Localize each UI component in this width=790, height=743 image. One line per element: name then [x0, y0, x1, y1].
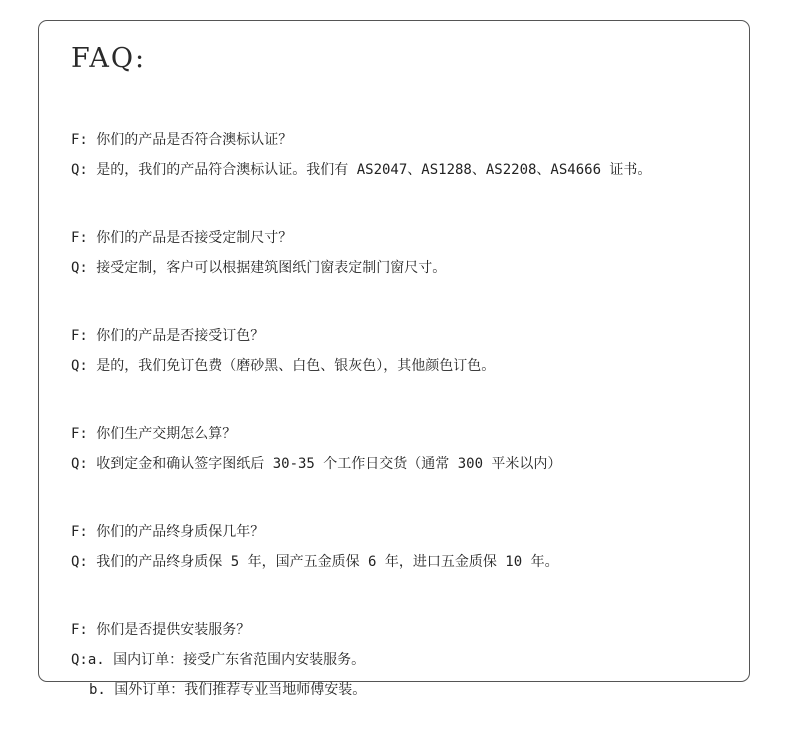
faq-answer: Q: 收到定金和确认签字图纸后 30-35 个工作日交货（通常 300 平米以内） — [71, 456, 562, 472]
faq-answer: Q: 是的，我们免订色费（磨砂黑、白色、银灰色），其他颜色订色。 — [71, 358, 496, 374]
faq-item-lead-time — [71, 419, 741, 479]
faq-item-installation — [71, 615, 741, 705]
faq-question: F: 你们的产品是否接受定制尺寸？ — [71, 230, 293, 246]
faq-question: F: 你们是否提供安装服务？ — [71, 622, 251, 638]
faq-question: F: 你们的产品是否符合澳标认证？ — [71, 132, 293, 148]
faq-title: FAQ: — [71, 43, 147, 74]
faq-question: F: 你们生产交期怎么算？ — [71, 426, 237, 442]
faq-card — [38, 20, 750, 698]
faq-answer: Q: 接受定制，客户可以根据建筑图纸门窗表定制门窗尺寸。 — [71, 260, 447, 276]
faq-list — [71, 125, 741, 743]
faq-item-certification — [71, 125, 741, 185]
faq-item-custom-size — [71, 223, 741, 283]
faq-item-warranty — [71, 517, 741, 577]
faq-answer-sub: b. 国外订单：我们推荐专业当地师傅安装。 — [89, 682, 367, 698]
faq-answer: Q: 是的，我们的产品符合澳标认证。我们有 AS2047、AS1288、AS2208、AS4666 证书。 — [71, 162, 652, 178]
faq-answer: Q: 我们的产品终身质保 5 年，国产五金质保 6 年，进口五金质保 10 年。 — [71, 554, 559, 570]
faq-answer: Q:a. 国内订单：接受广东省范围内安装服务。 — [71, 652, 366, 668]
faq-question: F: 你们的产品是否接受订色？ — [71, 328, 265, 344]
faq-item-custom-color — [71, 321, 741, 381]
faq-question: F: 你们的产品终身质保几年？ — [71, 524, 265, 540]
